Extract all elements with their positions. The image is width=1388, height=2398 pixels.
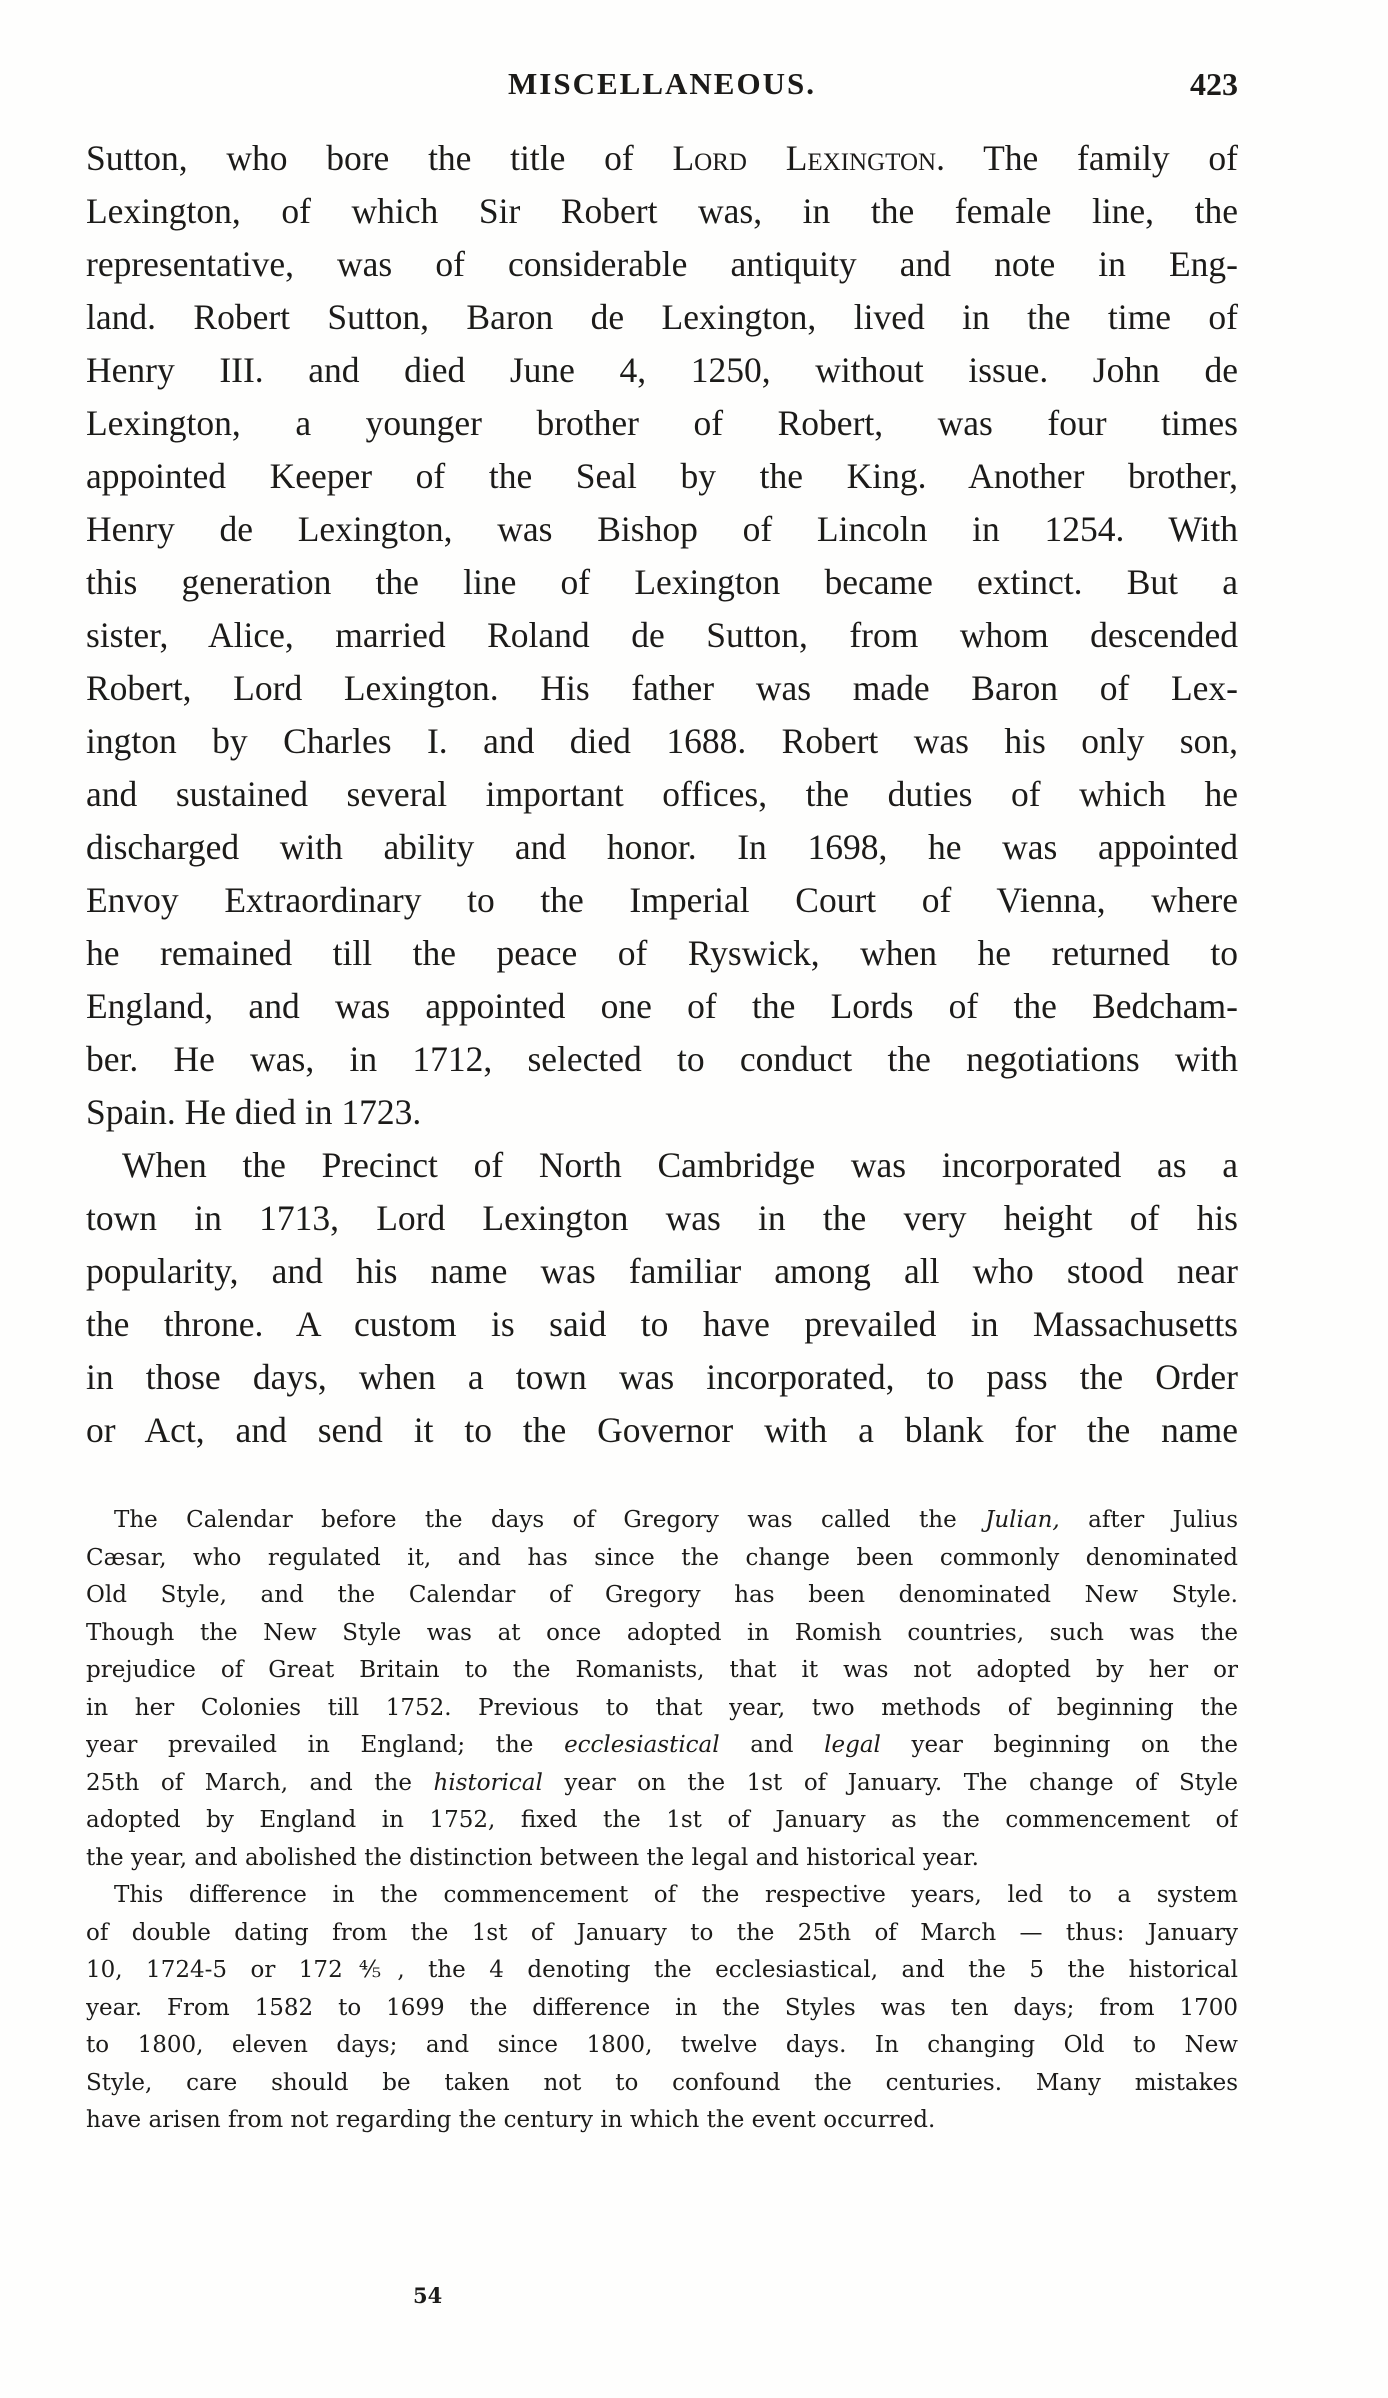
footnote-line: year. From 1582 to 1699 the difference in the Styles was ten days; from 1700 [86,1994,1238,2021]
body-line: Robert, Lord Lexington. His father was made Baron of Lex- [86,668,1238,708]
body-line: or Act, and send it to the Governor with a blank for the name [86,1410,1238,1450]
footnote-line: 25th of March, and the historical year on the 1st of January. The change of Style [86,1769,1238,1796]
italic-term: ecclesiastical [564,1732,720,1758]
body-line: representative, was of considerable antiquity and note in Eng- [86,244,1238,284]
body-line: ington by Charles I. and died 1688. Robert was his only son, [86,721,1238,761]
body-line: sister, Alice, married Roland de Sutton, from whom descended [86,615,1238,655]
body-line: Lexington, a younger brother of Robert, was four times [86,403,1238,443]
running-head [86,66,1238,116]
body-line: discharged with ability and honor. In 1698, he was appointed [86,827,1238,867]
body-line: Envoy Extraordinary to the Imperial Court of Vienna, where [86,880,1238,920]
footnote-line: The Calendar before the days of Gregory was called the Julian, after Julius [114,1507,1238,1533]
body-line: England, and was appointed one of the Lords of the Bedcham- [86,986,1238,1026]
body-text [86,132,1238,1457]
body-line: he remained till the peace of Ryswick, when he returned to [86,933,1238,973]
body-line: and sustained several important offices, the duties of which he [86,774,1238,814]
footnote-line: the year, and abolished the distinction between the legal and historical year. [86,1844,979,1871]
body-line: Spain. He died in 1723. [86,1092,422,1132]
footnote [86,1502,1238,2140]
footnote-line: have arisen from not regarding the century in which the event occurred. [86,2107,936,2133]
italic-term: legal [824,1732,881,1758]
body-line: popularity, and his name was familiar among all who stood near [86,1251,1238,1291]
footnote-line: of double dating from the 1st of January to the 25th of March — thus: January [86,1919,1238,1946]
body-line: land. Robert Sutton, Baron de Lexington, lived in the time of [86,297,1238,337]
body-line: ber. He was, in 1712, selected to conduct the negotiations with [86,1039,1238,1079]
body-line: When the Precinct of North Cambridge was incorporated as a [122,1145,1238,1185]
footnote-line: to 1800, eleven days; and since 1800, twelve days. In changing Old to New [86,2032,1238,2058]
footnote-line: Old Style, and the Calendar of Gregory has been denominated New Style. [86,1582,1238,1608]
footnote-line: Style, care should be taken not to confound the centuries. Many mistakes [86,2069,1238,2096]
footnote-line: prejudice of Great Britain to the Romanists, that it was not adopted by her or [86,1657,1238,1683]
body-line: Henry de Lexington, was Bishop of Lincoln in 1254. With [86,509,1238,549]
body-line: in those days, when a town was incorporated, to pass the Order [86,1357,1238,1397]
footnote-line: year prevailed in England; the ecclesiastical and legal year beginning on the [86,1732,1238,1758]
body-line: Lexington, of which Sir Robert was, in the female line, the [86,191,1238,231]
body-line: Sutton, who bore the title of Lord Lexington. The family of [86,138,1238,178]
page-number: 423 [1190,66,1238,102]
signature-mark: 54 [413,2283,443,2308]
body-line: this generation the line of Lexington became extinct. But a [86,562,1238,602]
italic-term: historical [433,1769,543,1796]
footnote-line: Cæsar, who regulated it, and has since the change been commonly denominated [86,1544,1238,1571]
body-line: appointed Keeper of the Seal by the King. Another brother, [86,456,1238,496]
title-small-caps: Lord Lexington. [672,138,945,178]
body-line: the throne. A custom is said to have prevailed in Massachusetts [86,1304,1238,1344]
footnote-line: in her Colonies till 1752. Previous to that year, two methods of beginning the [86,1694,1238,1721]
running-title: MISCELLANEOUS. [508,66,816,101]
body-line: Henry III. and died June 4, 1250, without issue. John de [86,350,1238,390]
footnote-line: adopted by England in 1752, fixed the 1st of January as the commencement of [86,1807,1238,1833]
footnote-line: Though the New Style was at once adopted in Romish countries, such was the [86,1619,1238,1646]
footnote-line: This difference in the commencement of the respective years, led to a system [114,1882,1238,1908]
footnote-line: 10, 1724-5 or 172⅘, the 4 denoting the ecclesiastical, and the 5 the historical [86,1957,1238,1983]
body-line: town in 1713, Lord Lexington was in the very height of his [86,1198,1238,1238]
italic-term: Julian, [985,1507,1060,1533]
